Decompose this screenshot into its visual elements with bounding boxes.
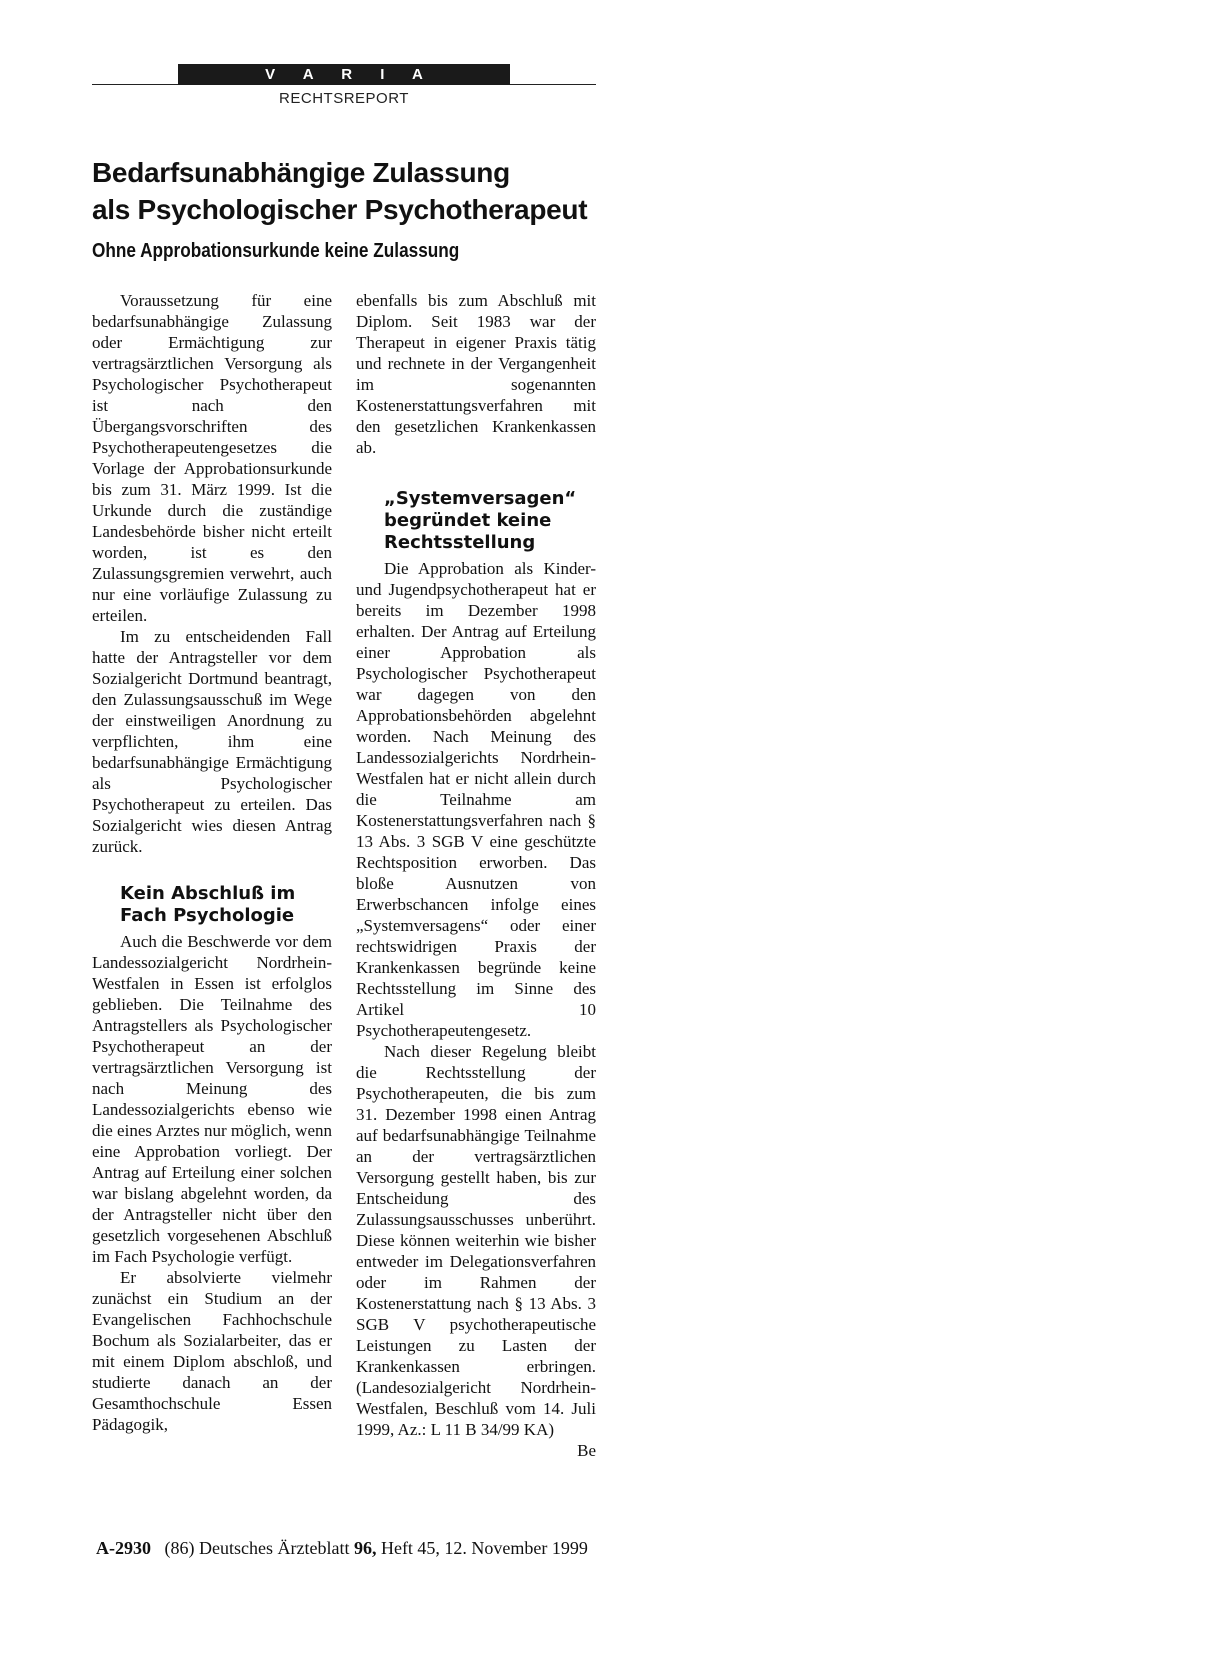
title-line-1: Bedarfsunabhängige Zulassung [92, 157, 510, 188]
paragraph: Auch die Beschwerde vor dem Landessozialgericht Nordrhein-Westfalen in Essen ist erfolglos geblieben. Die Teilnahme des Antragstellers als Psychologischer Psychotherapeut an der vertragsärztlichen Versorgung ist nach Meinung des Landessozialgerichts ebenso wie die eines Arztes nur möglich, wenn eine Approbation vorliegt. Der Antrag auf Erteilung einer solchen war bislang abgelehnt worden, da der Antragsteller nicht über den gesetzlich vorgesehenen Abschluß im Fach Psychologie verfügt. [92, 932, 332, 1266]
paragraph: Die Approbation als Kinder- und Jugendpsychotherapeut hat er bereits im Dezember 1998 erhalten. Der Antrag auf Erteilung einer Approbation als Psychologischer Psychotherapeut war dagegen von den Approbationsbehörden abgelehnt worden. Nach Meinung des Landessozialgerichts Nordrhein-Westfalen hat er nicht allein durch die Teilnahme am Kostenerstattungsverfahren nach § 13 Abs. 3 SGB V eine geschützte Rechtsposition erworben. Das bloße Ausnutzen von Erwerbschancen infolge eines „Systemversagens“ oder einer rechtswidrigen Praxis der Krankenkassen begründe keine Rechtsstellung im Sinne des Artikel 10 Psychotherapeutengesetz. [356, 559, 596, 1040]
article-title [92, 154, 632, 228]
page-code: A-2930 [96, 1538, 151, 1558]
paragraph: Er absolvierte vielmehr zunächst ein Studium an der Evangelischen Fachhochschule Bochum als Sozialarbeiter, das er mit einem Diplom abschloß, und studierte danach an der Gesamthochschule Essen Pädagogik, [92, 1268, 332, 1434]
issue-date: Heft 45, 12. November 1999 [380, 1538, 588, 1558]
title-line-2: als Psychologischer Psychotherapeut [92, 194, 588, 225]
page-number: (86) [164, 1538, 195, 1558]
page-footer [96, 1538, 656, 1559]
column-right [356, 290, 596, 1461]
paragraph: Im zu entscheidenden Fall hatte der Antragsteller vor dem Sozialgericht Dortmund beantragt, den Zulassungsausschuß im Wege der einstweiligen Anordnung zu verpflichten, ihm eine bedarfsunabhängige Ermächtigung als Psychologischer Psychotherapeut zu erteilen. Das Sozialgericht wies diesen Antrag zurück. [92, 627, 332, 856]
section-subtitle: RECHTSREPORT [279, 90, 409, 107]
paragraph-final [356, 1041, 596, 1460]
section-heading: Kein Abschluß im Fach Psychologie [120, 883, 296, 926]
journal-name: Deutsches Ärzteblatt [199, 1538, 350, 1558]
volume: 96, [353, 1538, 377, 1558]
paragraph-final-text: Nach dieser Regelung bleibt die Rechtsstellung der Psychotherapeuten, die bis zum 31. Dezember 1998 einen Antrag auf bedarfsunabhängige Teilnahme an der vertragsärztlichen Versorgung gestellt haben, bis zur Entscheidung des Zulassungsausschusses unberührt. Diese können weiterhin wie bisher entweder im Delegationsverfahren oder im Rahmen der Kostenerstattung nach § 13 Abs. 3 SGB V psychotherapeutische Leistungen zu Lasten der Krankenkassen erbringen. (Landesozialgericht Nordrhein-Westfalen, Beschluß vom 14. Juli 1999, Az.: L 11 B 34/99 KA) [356, 1042, 596, 1439]
section-band: V A R I A [178, 64, 510, 85]
section-heading: „Systemversagen“ begründet keine Rechtsstellung [384, 488, 577, 553]
paragraph: ebenfalls bis zum Abschluß mit Diplom. Seit 1983 war der Therapeut in eigener Praxis tätig und rechnete in der Vergangenheit im sogenannten Kostenerstattungsverfahren mit den gesetzlichen Krankenkassen ab. [356, 291, 596, 457]
article-subtitle: Ohne Approbationsurkunde keine Zulassung [92, 240, 460, 262]
author-signature: Be [577, 1441, 596, 1460]
paragraph: Voraussetzung für eine bedarfsunabhängige Zulassung oder Ermächtigung zur vertragsärztlichen Versorgung als Psychologischer Psychotherapeut ist nach den Übergangsvorschriften des Psychotherapeutengesetzes die Vorlage der Approbationsurkunde bis zum 31. März 1999. Ist die Urkunde durch die zuständige Landesbehörde bisher nicht erteilt worden, ist es den Zulassungsgremien verwehrt, auch nur eine vorläufige Zulassung zu erteilen. [92, 291, 332, 625]
column-left [92, 290, 332, 1435]
